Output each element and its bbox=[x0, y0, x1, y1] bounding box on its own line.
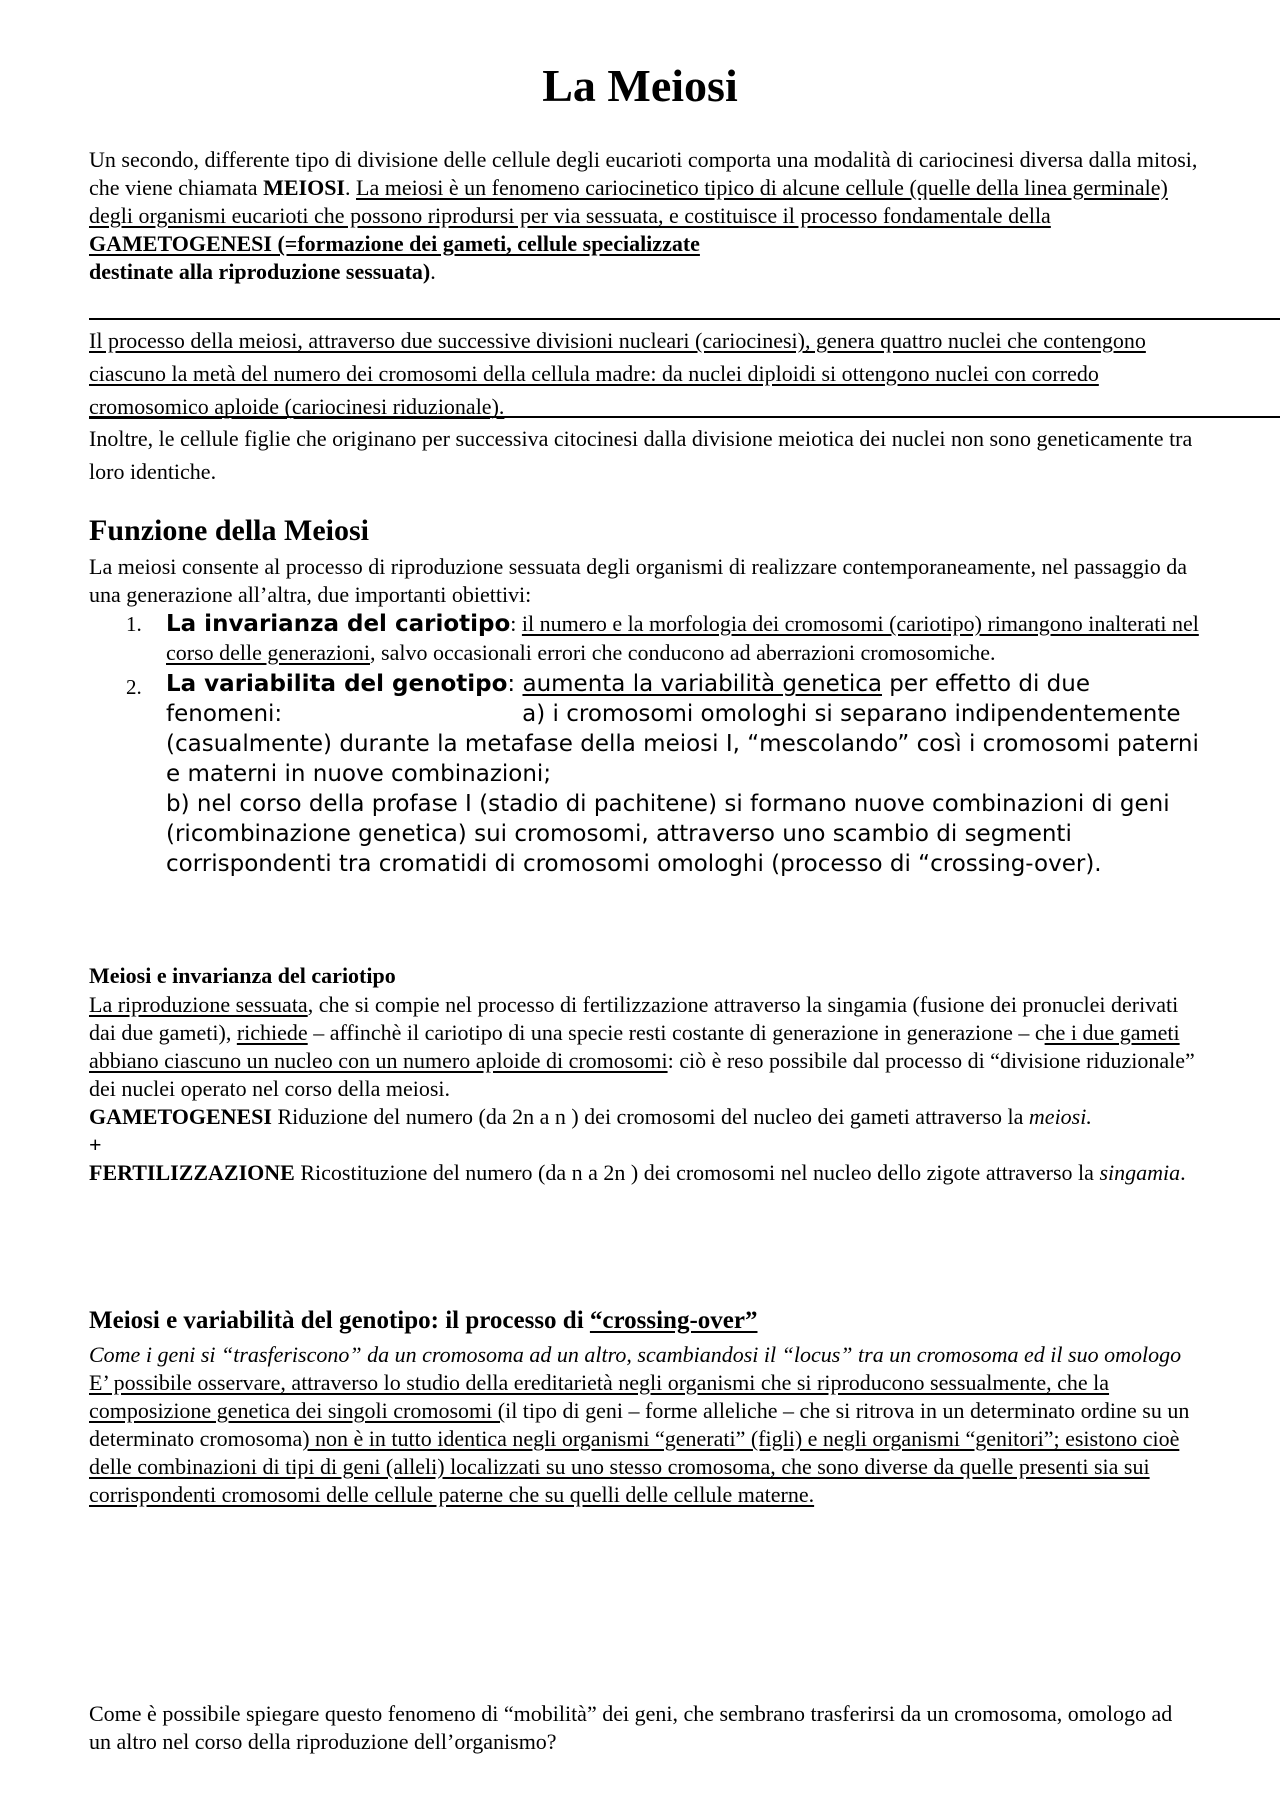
list-item bbox=[89, 669, 1199, 879]
intro-underlined: La meiosi è un fenomeno cariocinetico tipico di alcune cellule (quelle della linea germinale) degli organismi eucarioti che possono riprodursi per via sessuata, e costituisce il processo fondamentale della bbox=[89, 175, 1168, 228]
gametogenesi-text: Riduzione del numero (da 2n a n ) dei cromosomi del nucleo dei gameti attraverso la bbox=[271, 1104, 1029, 1129]
intro-paragraph bbox=[89, 146, 1199, 286]
horizontal-rule bbox=[89, 318, 1280, 320]
gametogenesi-label: GAMETOGENESI bbox=[89, 1104, 272, 1129]
heading-text: Meiosi e variabilità del genotipo: il processo di bbox=[89, 1307, 590, 1334]
item-rest: , salvo occasionali errori che conducono ad aberrazioni cromosomiche. bbox=[370, 640, 996, 665]
gametogenesi-definition: destinate alla riproduzione sessuata) bbox=[89, 259, 431, 284]
funzione-paragraph: La meiosi consente al processo di riproduzione sessuata degli organismi di realizzare contemporaneamente, nel passaggio da una generazione all’altra, due importanti obiettivi: bbox=[89, 554, 1187, 607]
section-heading-funzione: Funzione della Meiosi bbox=[89, 514, 369, 547]
item-rest: per effetto di due fenomeni: bbox=[166, 671, 1091, 727]
fertilizzazione-end: . bbox=[1180, 1160, 1186, 1185]
intro-text-b: . bbox=[345, 175, 356, 200]
underlined-phrase: ) non è in tutto identica negli organismi “generati” (figli) e negli organismi “genitori”; esistono cioè delle combinazioni di tipi di geni (alleli) localizzati su uno stesso cromosoma, che sono diverse da quelle presenti sia sui corrispondenti cromosomi delle cellule paterne che su quelli delle cellule materne. bbox=[89, 1426, 1180, 1507]
item-underlined: il numero e la morfologia dei cromosomi (cariotipo) rimangono inalterati nel corso delle generazioni bbox=[166, 611, 1199, 665]
gametogenesi-italic: meiosi. bbox=[1028, 1104, 1092, 1129]
list-number: 2. bbox=[126, 675, 142, 699]
intro-end: . bbox=[430, 259, 436, 284]
item-underlined: aumenta la variabilità genetica bbox=[522, 671, 882, 697]
objectives-list bbox=[89, 609, 1199, 879]
heading-underlined: “crossing-over” bbox=[589, 1307, 758, 1334]
meiosis-process-paragraph bbox=[89, 324, 1199, 423]
invarianza-paragraph bbox=[89, 991, 1199, 1187]
italic-subtitle: Come i geni si “trasferiscono” da un cromosoma ad un altro, scambiandosi il “locus” tra un cromosoma ed il suo omologo bbox=[89, 1342, 1182, 1367]
item-colon: : bbox=[510, 611, 522, 636]
horizontal-rule bbox=[89, 416, 1280, 418]
invarianza-text: , che si compie nel processo di fertilizzazione attraverso la singamia (fusione dei pronuclei derivati dai due gameti), bbox=[89, 992, 1179, 1045]
underlined-phrase: La riproduzione sessuata bbox=[89, 992, 308, 1017]
page-title: La Meiosi bbox=[542, 60, 738, 111]
plus-sign: + bbox=[89, 1132, 102, 1157]
item-point-a: a) i cromosomi omologhi si separano indipendentemente (casualmente) durante la metafase della meiosi I, “mescolando” così i cromosomi paterni e materni in nuove combinazioni; bbox=[166, 701, 1199, 787]
invarianza-text: : ciò è reso possibile dal processo di “divisione riduzionale” dei nuclei operato nel corso della meiosi. bbox=[89, 1048, 1195, 1101]
variabilita-paragraph bbox=[89, 1341, 1199, 1509]
list-number: 1. bbox=[126, 612, 142, 636]
item-colon: : bbox=[507, 671, 523, 697]
meiosi-term: MEIOSI bbox=[263, 175, 345, 200]
closing-question: Come è possibile spiegare questo fenomeno di “mobilità” dei geni, che sembrano trasferirsi da un cromosoma, omologo ad un altro nel corso della riproduzione dell’organismo? bbox=[89, 1701, 1173, 1754]
gametogenesi-term: GAMETOGENESI (=formazione dei gameti, cellule specializzate bbox=[89, 231, 700, 256]
list-item bbox=[89, 609, 1199, 667]
underlined-phrase: E’ possibile osservare, attraverso lo studio della ereditarietà negli organismi che si riproducono sessualmente, che la composizione genetica dei singoli cromosomi ( bbox=[89, 1370, 1110, 1423]
item-point-b: b) nel corso della profase I (stadio di pachitene) si formano nuove combinazioni di geni (ricombinazione genetica) sui cromosomi, attraverso uno scambio di segmenti corrispondenti tra cromatidi di cromosomi omologhi (processo di “crossing-over). bbox=[166, 791, 1170, 877]
fertilizzazione-text: Ricostituzione del numero (da n a 2n ) dei cromosomi nel nucleo dello zigote attraverso la bbox=[294, 1160, 1100, 1185]
meiosis-process-text: Il processo della meiosi, attraverso due successive divisioni nucleari (cariocinesi), genera quattro nuclei che contengono ciascuno la metà del numero dei cromosomi della cellula madre: da nuclei diploidi si ottengono nuclei con corredo cromosomico aploide (cariocinesi riduzionale). bbox=[89, 328, 1146, 419]
section-heading-variabilita bbox=[89, 1306, 1199, 1336]
section-heading-invarianza: Meiosi e invarianza del cariotipo bbox=[89, 963, 396, 988]
underlined-phrase: he i due gameti abbiano ciascuno un nucleo con un numero aploide di cromosomi bbox=[89, 1020, 1180, 1073]
invarianza-text: – affinchè il cariotipo di una specie resti costante di generazione in generazione – c bbox=[307, 1020, 1045, 1045]
item-title: La invarianza del cariotipo bbox=[166, 611, 511, 637]
intro-text: Un secondo, differente tipo di divisione delle cellule degli eucarioti comporta una modalità di cariocinesi diversa dalla mitosi, che viene chiamata bbox=[89, 147, 1198, 200]
fertilizzazione-italic: singamia bbox=[1099, 1160, 1181, 1185]
variabilita-text: il tipo di geni – forme alleliche – che si ritrova in un determinato ordine su un determinato cromosoma bbox=[89, 1398, 1190, 1451]
underlined-phrase: richiede bbox=[236, 1020, 308, 1045]
fertilizzazione-label: FERTILIZZAZIONE bbox=[89, 1160, 295, 1185]
daughter-cells-paragraph: Inoltre, le cellule figlie che originano per successiva citocinesi dalla divisione meiotica dei nuclei non sono geneticamente tra loro identiche. bbox=[89, 426, 1193, 484]
item-title: La variabilita del genotipo bbox=[166, 671, 508, 697]
